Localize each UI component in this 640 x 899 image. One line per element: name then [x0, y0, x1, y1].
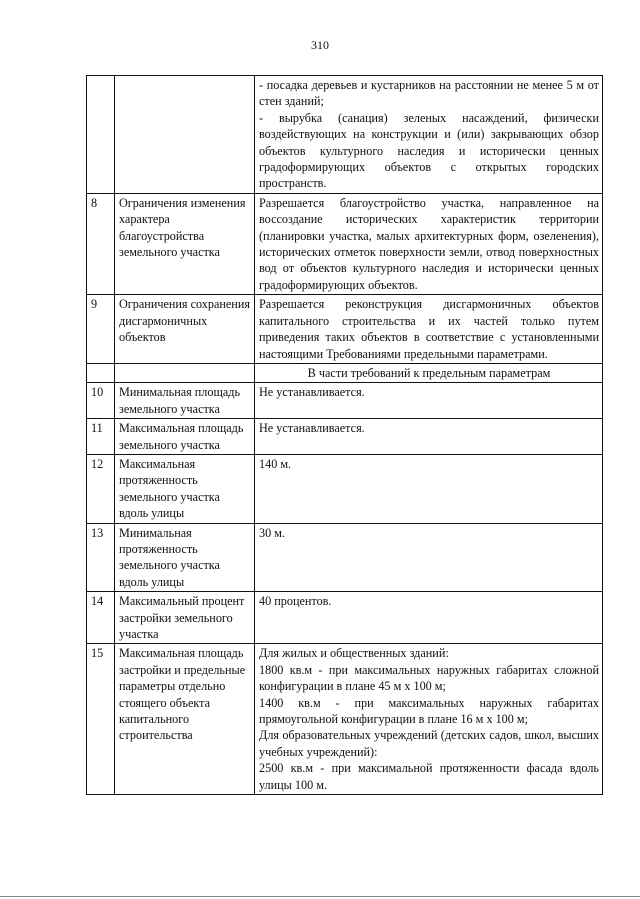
- row-value: [255, 76, 603, 194]
- table-row: [87, 419, 603, 455]
- row-name: Ограничения изменения характера благоустройства земельного участка: [115, 193, 255, 294]
- row-name: Максимальный процент застройки земельного участка: [115, 592, 255, 644]
- table-row: [87, 454, 603, 523]
- table-row: [87, 76, 603, 194]
- value-line: - вырубка (санация) зеленых насаждений, физически воздействующих на конструкции и (или) закрывающих обзор объектов культурного наследия и исторически ценных градоформирующих объектов с открытых городских пространств.: [259, 110, 599, 191]
- table-row: [87, 592, 603, 644]
- value-line: Разрешается реконструкция дисгармоничных объектов капитального строительства и их частей только путем приведения таких объектов в соответствие с установленными настоящими Требованиями предельными параметрами.: [259, 297, 599, 361]
- table-row-empty: [87, 363, 603, 382]
- value-line: Для образовательных учреждений (детских садов, школ, высших учебных учреждений):: [259, 728, 599, 759]
- row-number: 15: [87, 644, 115, 795]
- row-number: 10: [87, 383, 115, 419]
- table-row: [87, 644, 603, 795]
- row-name: Максимальная площадь земельного участка: [115, 419, 255, 455]
- value-line: 2500 кв.м - при максимальной протяженности фасада вдоль улицы 100 м.: [259, 761, 599, 792]
- row-name: Максимальная площадь застройки и предельные параметры отдельно стоящего объекта капитального строительства: [115, 644, 255, 795]
- row-number: 9: [87, 295, 115, 364]
- row-value: [255, 193, 603, 294]
- row-number: 8: [87, 193, 115, 294]
- table-row: [87, 383, 603, 419]
- row-name: [115, 76, 255, 194]
- section-heading: В части требований к предельным параметрам: [255, 363, 603, 382]
- row-value: Не устанавливается.: [255, 383, 603, 419]
- row-number: 14: [87, 592, 115, 644]
- row-number: 13: [87, 523, 115, 592]
- table-row: [87, 523, 603, 592]
- row-value: Не устанавливается.: [255, 419, 603, 455]
- requirements-table: [86, 75, 603, 795]
- value-line: 1800 кв.м - при максимальных наружных габаритах сложной конфигурации в плане 45 м х 100 м;: [259, 662, 599, 694]
- empty-cell: [87, 363, 115, 382]
- value-line: 1400 кв.м - при максимальных наружных габаритах прямоугольной конфигурации в плане 16 м х 100 м;: [259, 695, 599, 727]
- page-number: 310: [311, 38, 329, 52]
- row-number: [87, 76, 115, 194]
- row-value: 40 процентов.: [255, 592, 603, 644]
- row-number: 11: [87, 419, 115, 455]
- row-value: 30 м.: [255, 523, 603, 592]
- row-value: [255, 295, 603, 364]
- value-line: - посадка деревьев и кустарников на расстоянии не менее 5 м от стен зданий;: [259, 78, 599, 109]
- value-line: Разрешается благоустройство участка, направленное на воссоздание исторических характеристик территории (планировки участка, малых архитектурных форм, озеленения), исторических отметок поверхности земли, отвод поверхностных вод от объектов культурного наследия и исторически ценных градоформирующих объектов.: [259, 195, 599, 292]
- value-line: Для жилых и общественных зданий:: [259, 646, 449, 661]
- row-name: Ограничения сохранения дисгармоничных объектов: [115, 295, 255, 364]
- table-row: [87, 193, 603, 294]
- row-name: Максимальная протяженность земельного участка вдоль улицы: [115, 454, 255, 523]
- row-value: 140 м.: [255, 454, 603, 523]
- empty-cell: [115, 363, 255, 382]
- row-name: Минимальная площадь земельного участка: [115, 383, 255, 419]
- row-name: Минимальная протяженность земельного участка вдоль улицы: [115, 523, 255, 592]
- page-bottom-edge: [0, 896, 640, 897]
- table-row: [87, 295, 603, 364]
- row-value: [255, 644, 603, 795]
- row-number: 12: [87, 454, 115, 523]
